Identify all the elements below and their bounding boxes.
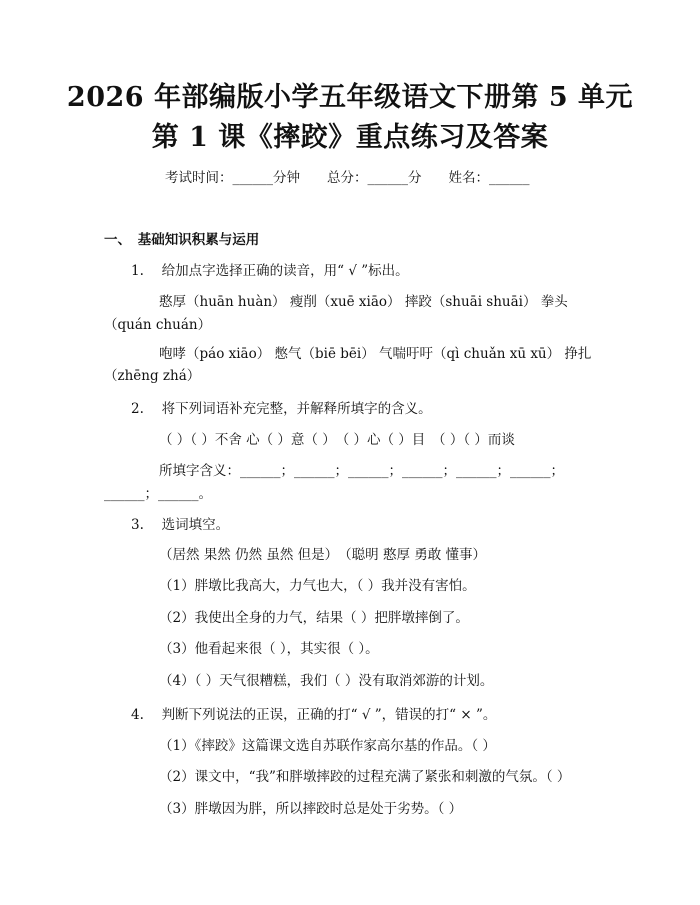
section-1-heading: 一、 基础知识积累与运用	[104, 232, 260, 248]
question-4-stem: 4. 判断下列说法的正误，正确的打“ √ ”，错误的打“ × ”。	[131, 707, 497, 723]
question-3-sentence-3: （3）他看起来很（ ），其实很（ ）。	[159, 641, 379, 657]
question-1-pinyin-line-2: 咆哮（páo xiāo） 憋气（biē bēi） 气喘吁吁（qì chuǎn xū xū） 挣扎	[159, 346, 592, 362]
question-3-stem: 3. 选词填空。	[131, 517, 230, 533]
question-2-stem: 2. 将下列词语补充完整，并解释所填字的含义。	[131, 401, 432, 417]
question-2-words: （ ）（ ）不舍 心（ ）意（ ） （ ）心（ ）目 （ ）（ ）而谈	[159, 432, 515, 448]
question-1-stem: 1. 给加点字选择正确的读音，用“ √ ”标出。	[131, 263, 409, 279]
question-1-pinyin-line-2-wrap: （zhēng zhá）	[104, 368, 201, 384]
title-line-2: 第 1 课《摔跤》重点练习及答案	[151, 122, 549, 153]
question-1-pinyin-line-1-wrap: （quán chuán）	[104, 317, 212, 333]
question-2-meaning-line-1: 所填字含义：______；______；______；______；______；______；	[159, 463, 564, 479]
question-3-sentence-1: （1）胖墩比我高大，力气也大，（ ）我并没有害怕。	[159, 578, 476, 594]
question-4-statement-2: （2）课文中，“我”和胖墩摔跤的过程充满了紧张和刺激的气氛。（ ）	[159, 769, 571, 785]
question-3-sentence-4: （4）（ ）天气很糟糕，我们（ ）没有取消郊游的计划。	[159, 673, 494, 689]
title-line-1: 2026 年部编版小学五年级语文下册第 5 单元	[66, 82, 634, 113]
question-3-sentence-2: （2）我使出全身的力气，结果（ ）把胖墩摔倒了。	[159, 610, 469, 626]
question-4-statement-3: （3）胖墩因为胖，所以摔跤时总是处于劣势。（ ）	[159, 801, 463, 817]
question-4-statement-1: （1）《摔跤》这篇课文选自苏联作家高尔基的作品。（ ）	[159, 738, 496, 754]
question-1-pinyin-line-1: 憨厚（huān huàn） 瘦削（xuē xiāo） 摔跤（shuāi shuāi） 拳头	[159, 294, 568, 310]
exam-info: 考试时间：______分钟 总分：______分 姓名：______	[165, 170, 530, 186]
question-2-meaning-line-2: ______；______。	[104, 486, 212, 502]
question-3-word-options: （居然 果然 仍然 虽然 但是） （聪明 憨厚 勇敢 懂事）	[159, 547, 487, 563]
